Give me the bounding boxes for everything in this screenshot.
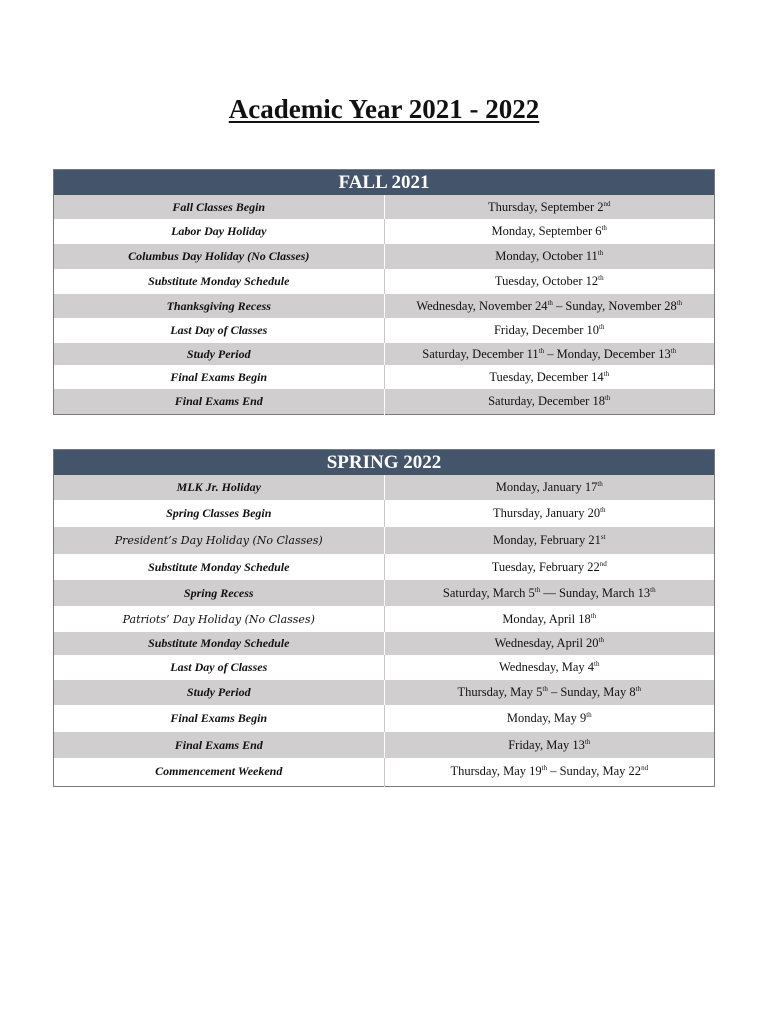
event-name: Final Exams End [54, 389, 385, 414]
table-row [54, 269, 715, 294]
fall-heading: FALL 2021 [54, 170, 715, 196]
table-row [54, 365, 715, 389]
event-date: Saturday, December 18th [384, 389, 715, 414]
event-name: Substitute Monday Schedule [54, 554, 385, 580]
event-date: Friday, December 10th [493, 322, 605, 337]
event-name: Last Day of Classes [54, 655, 385, 680]
table-row [54, 343, 715, 365]
event-name: Columbus Day Holiday (No Classes) [54, 244, 385, 269]
event-name: President’s Day Holiday (No Classes) [54, 527, 385, 554]
table-row [54, 219, 715, 244]
event-date: Monday, September 6th [491, 223, 607, 238]
event-name: MLK Jr. Holiday [54, 475, 385, 500]
event-date: Monday, April 18th [502, 611, 597, 626]
table-row [54, 655, 715, 680]
event-date: Wednesday, April 20th [384, 632, 715, 655]
table-row [54, 680, 715, 705]
event-date: Friday, May 13th [384, 732, 715, 758]
event-date: Wednesday, May 4th [499, 659, 600, 674]
event-name: Final Exams Begin [54, 705, 385, 732]
table-row [54, 705, 715, 732]
spring-schedule-table [53, 449, 715, 787]
spring-header-row [54, 450, 715, 476]
event-date: Thursday, May 5th – Sunday, May 8th [384, 680, 715, 705]
event-date: Monday, October 11th [384, 244, 715, 269]
fall-schedule-table [53, 169, 715, 415]
table-row [54, 244, 715, 269]
event-date: Thursday, September 2nd [384, 195, 715, 219]
event-name: Patriots’ Day Holiday (No Classes) [54, 606, 385, 632]
event-date: Thursday, January 20th [492, 505, 606, 520]
table-row [54, 294, 715, 318]
event-name: Study Period [54, 680, 385, 705]
document-title: Academic Year 2021 - 2022 [228, 94, 540, 124]
event-date: Monday, May 9th [506, 710, 592, 725]
table-row [54, 195, 715, 219]
table-row [54, 732, 715, 758]
event-name: Commencement Weekend [54, 758, 385, 786]
event-date: Tuesday, February 22nd [491, 559, 607, 574]
event-name: Final Exams End [54, 732, 385, 758]
event-date: Tuesday, December 14th [489, 369, 610, 384]
spring-heading: SPRING 2022 [54, 450, 715, 476]
table-row [54, 632, 715, 655]
event-name: Study Period [54, 343, 385, 365]
event-date: Saturday, March 5th — Sunday, March 13th [384, 580, 715, 606]
event-name: Labor Day Holiday [54, 219, 385, 244]
event-date: Tuesday, October 12th [494, 273, 604, 288]
event-name: Fall Classes Begin [54, 195, 385, 219]
event-name: Spring Classes Begin [54, 500, 385, 527]
event-name: Thanksgiving Recess [54, 294, 385, 318]
table-row [54, 318, 715, 343]
event-name: Substitute Monday Schedule [54, 269, 385, 294]
fall-header-row [54, 170, 715, 196]
event-date: Monday, January 17th [384, 475, 715, 500]
table-row [54, 580, 715, 606]
table-row [54, 500, 715, 527]
event-name: Last Day of Classes [54, 318, 385, 343]
table-row [54, 475, 715, 500]
event-date: Thursday, May 19th – Sunday, May 22nd [450, 764, 649, 779]
table-row [54, 758, 715, 786]
event-date: Monday, February 21st [384, 527, 715, 554]
table-row [54, 389, 715, 414]
event-name: Substitute Monday Schedule [54, 632, 385, 655]
event-date: Wednesday, November 24th – Sunday, November 28th [384, 294, 715, 318]
table-row [54, 527, 715, 554]
table-row [54, 554, 715, 580]
event-name: Final Exams Begin [54, 365, 385, 389]
table-row [54, 606, 715, 632]
event-date: Saturday, December 11th – Monday, December 13th [384, 343, 715, 365]
event-name: Spring Recess [54, 580, 385, 606]
